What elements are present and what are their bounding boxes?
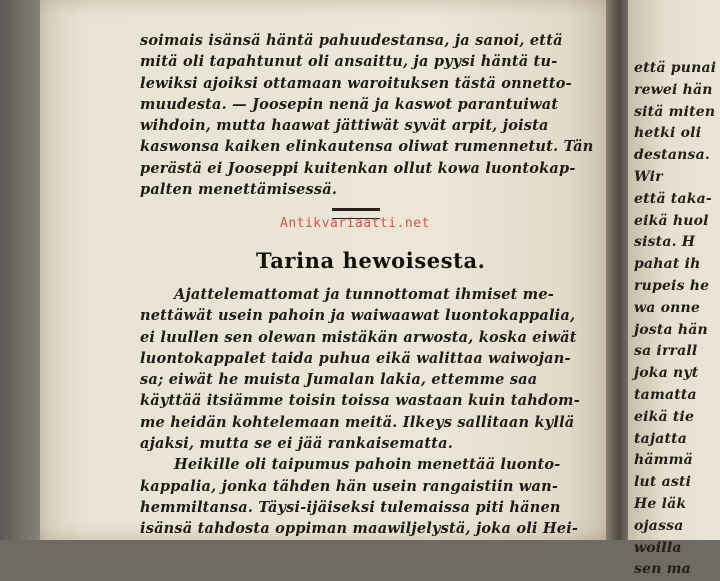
text-line: ei luullen sen olewan mistäkän arwosta, koska eiwät	[140, 328, 577, 346]
text-line: sista. H	[634, 234, 696, 251]
text-line: Ajattelemattomat ja tunnottomat ihmiset me-	[174, 286, 554, 303]
text-line: että taka-	[634, 190, 712, 207]
text-line: wihdoin, mutta haawat jättiwät syvät arpit, joista	[140, 117, 549, 135]
left-page-top-text	[140, 30, 594, 200]
text-line: woilla	[634, 539, 682, 556]
text-line: hemmiltansa. Täysi-ijäiseksi tulemaissa piti hänen	[140, 498, 561, 516]
text-line: He läk	[634, 495, 687, 512]
text-line: ajaksi, mutta se ei jää rankaisematta.	[140, 435, 453, 453]
text-line: pahat ih	[634, 256, 701, 273]
text-line: wa onne	[634, 299, 700, 316]
text-line: palten menettämisessä.	[140, 181, 338, 199]
text-line: isänsä tahdosta oppiman maawiljelystä, joka oli Hei-	[140, 520, 579, 538]
right-page-text	[634, 58, 716, 581]
text-line: nettäwät usein pahoin ja waiwaawat luontokappalia,	[140, 307, 576, 325]
text-line: lewiksi ajoiksi ottamaan waroituksen tästä onnetto-	[140, 74, 572, 92]
text-line: tajatta	[634, 430, 688, 447]
text-line: destansa.	[634, 147, 710, 164]
text-line: sitä miten	[634, 103, 716, 120]
text-line: hämmä	[634, 452, 693, 469]
text-line: mitä oli tapahtunut oli ansaittu, ja pyysi häntä tu-	[140, 53, 558, 71]
text-line: että punai	[634, 60, 717, 76]
text-line: soimais isänsä häntä pahuudestansa, ja sanoi, että	[140, 32, 563, 49]
text-line: rewei hän	[634, 81, 713, 98]
text-line: perästä ei Jooseppi kuitenkan ollut kowa luontokap-	[140, 159, 576, 177]
right-page	[628, 0, 720, 578]
text-line: me heidän kohtelemaan meitä. Ilkeys sallitaan kyllä	[140, 413, 575, 431]
text-line: sa; eiwät he muista Jumalan lakia, ettemme saa	[140, 371, 538, 389]
text-line: josta hän	[634, 321, 708, 338]
text-line: luontokappalet taida puhua eikä walittaa waiwojan-	[140, 349, 571, 367]
watermark: Antikvariaatti.net	[280, 216, 430, 231]
text-line: eikä huol	[634, 212, 709, 229]
text-line: joka nyt	[634, 365, 699, 382]
text-line: muudesta. — Joosepin nenä ja kaswot parantuiwat	[140, 95, 559, 113]
left-page-body-text	[140, 284, 580, 540]
text-line: hetki oli	[634, 125, 702, 142]
text-line: kappalia, jonka tähden hän usein rangaistiin wan-	[140, 477, 559, 495]
text-line: Heikille oli taipumus pahoin menettää luonto-	[174, 456, 561, 474]
text-line: sen ma	[634, 561, 691, 578]
text-line: lut asti	[634, 474, 692, 491]
section-heading: Tarina hewoisesta.	[256, 248, 486, 273]
text-line: Wir	[634, 168, 663, 185]
text-line: ojassa	[634, 517, 684, 534]
text-line: rupeis he	[634, 277, 710, 294]
text-line: sa irrall	[634, 343, 698, 360]
text-line: eikä tie	[634, 408, 695, 425]
text-line: käyttää itsiämme toisin toissa wastaan kuin tahdom-	[140, 392, 580, 410]
text-line: tamatta	[634, 386, 697, 403]
text-line: kaswonsa kaiken elinkautensa oliwat rumennetut. Tän	[140, 138, 594, 156]
